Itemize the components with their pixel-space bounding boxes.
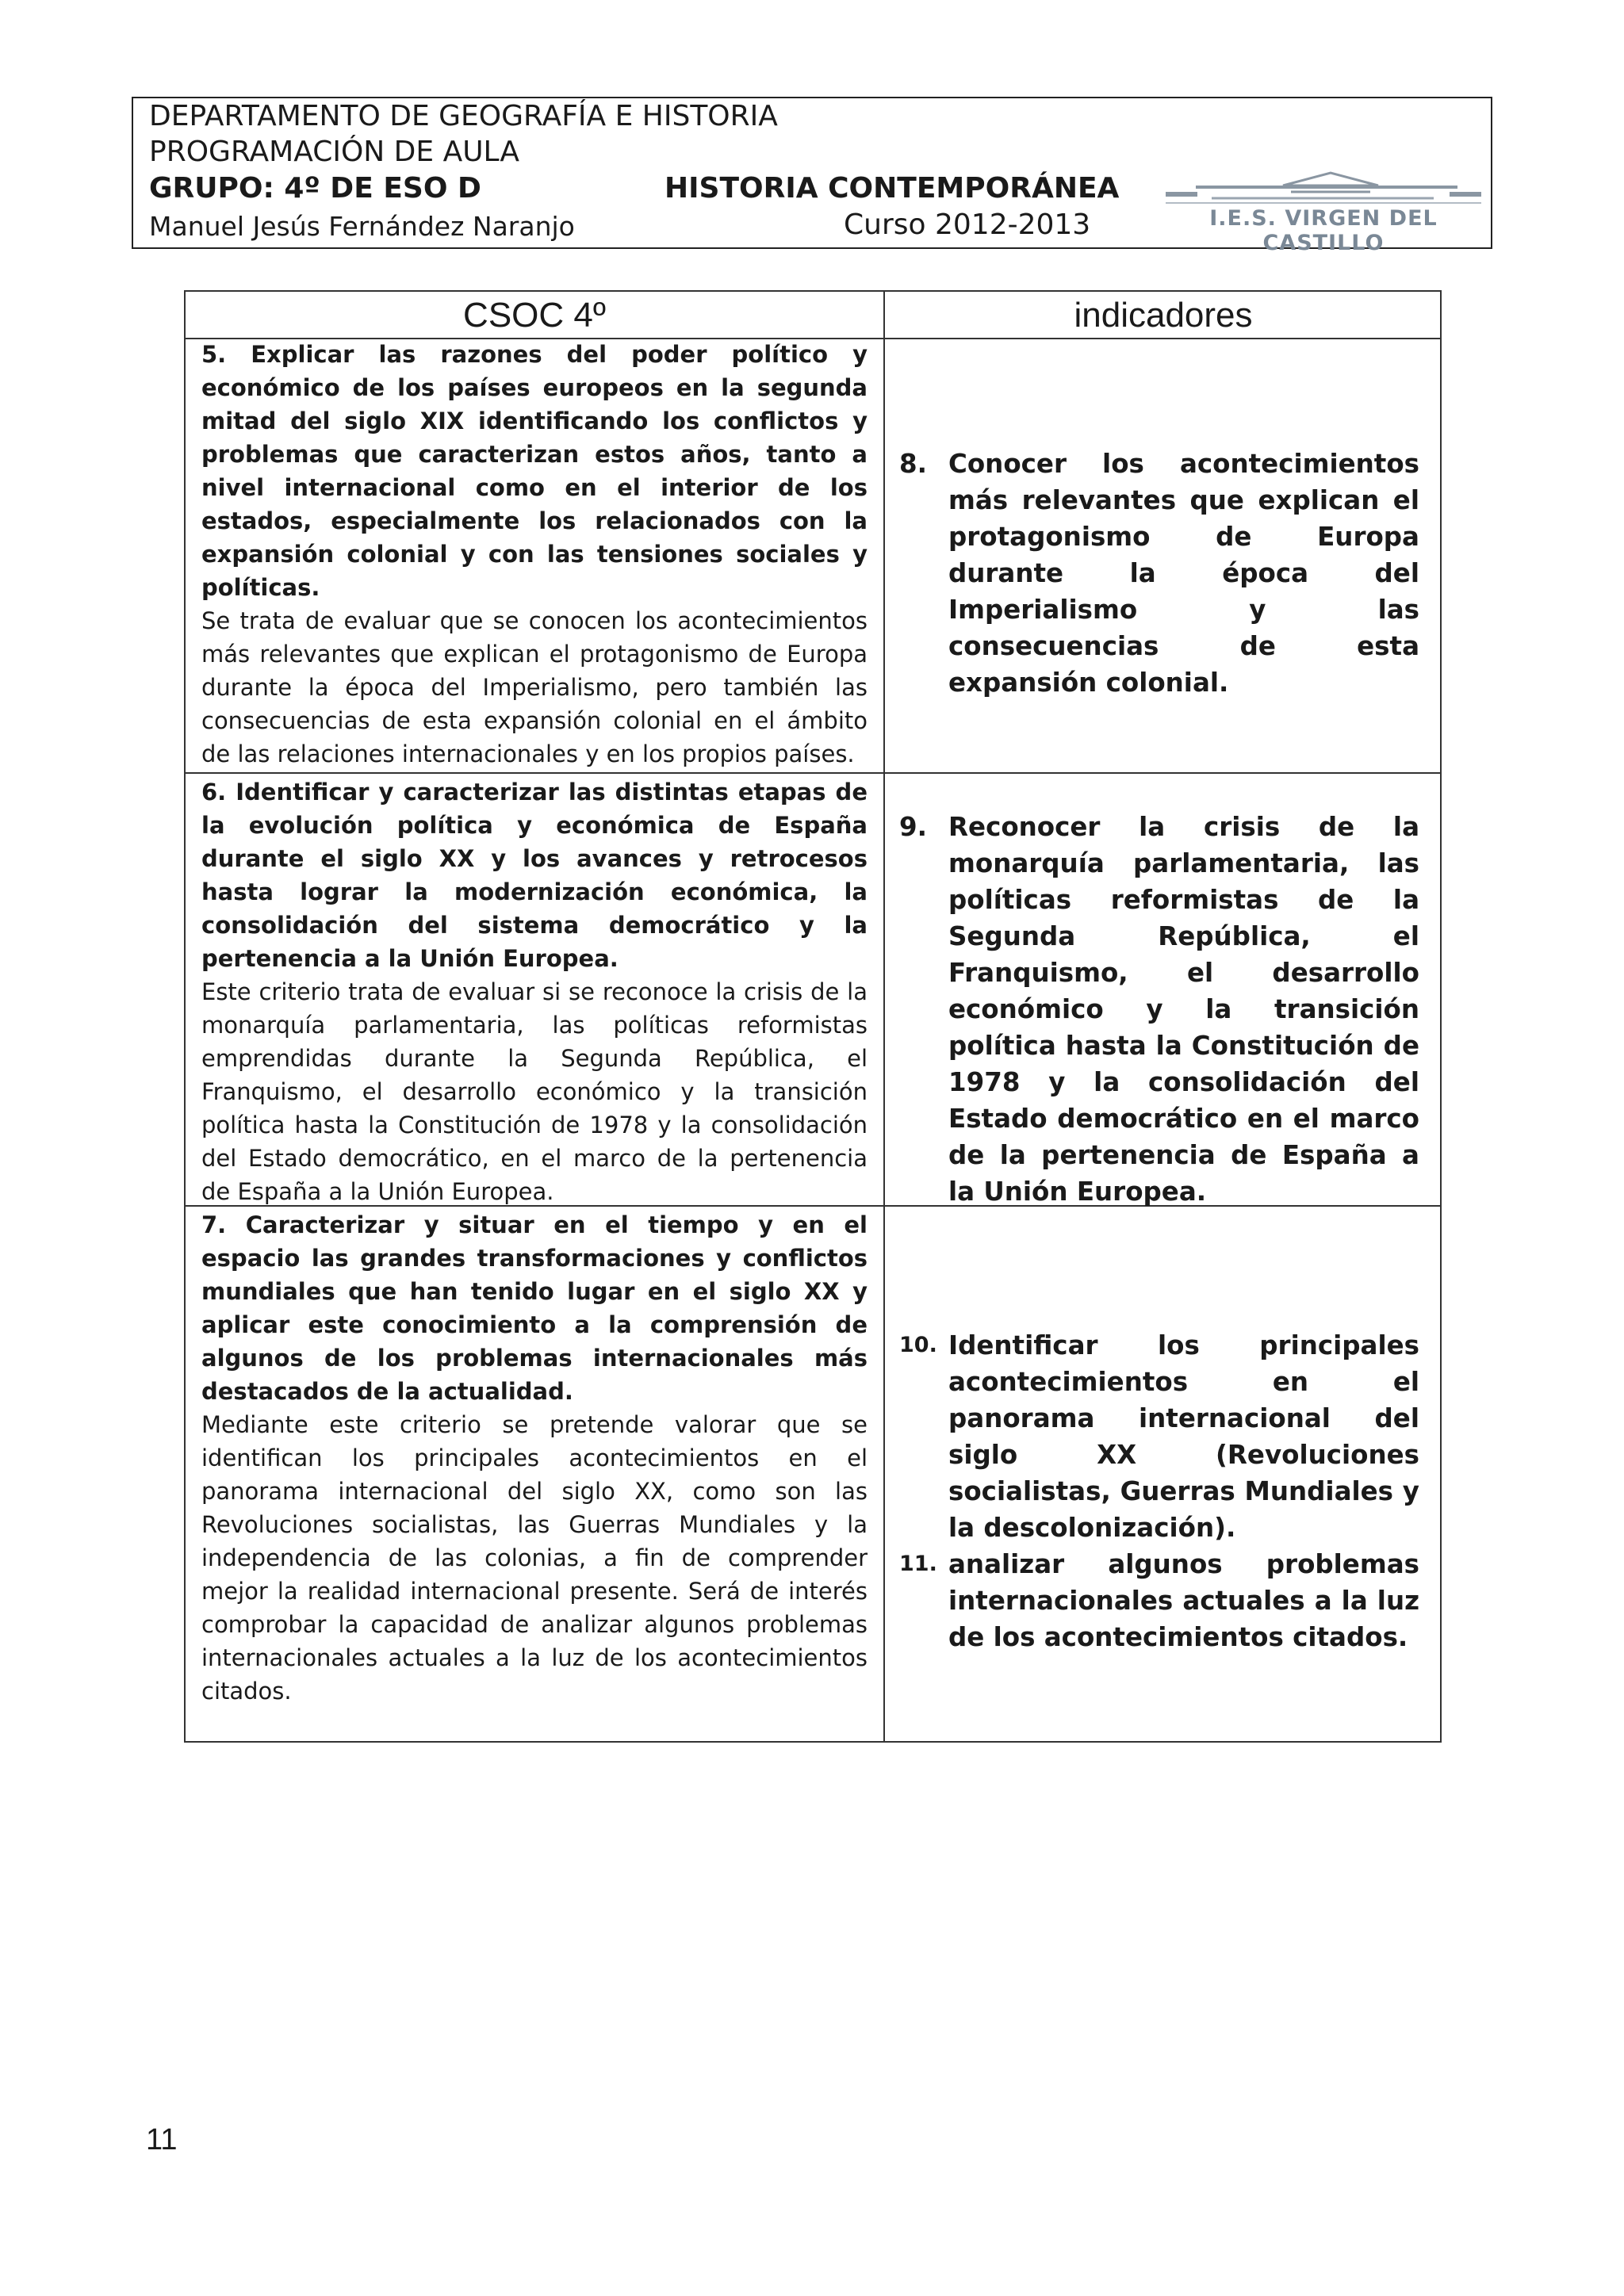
indicators-cell	[899, 1327, 1419, 1655]
indicators-cell	[899, 446, 1419, 701]
column-divider	[883, 292, 885, 1741]
document-type: PROGRAMACIÓN DE AULA	[149, 136, 520, 168]
course-year: Curso 2012-2013	[844, 209, 1091, 241]
indicator-number: 9.	[899, 812, 927, 842]
indicator-text: Reconocer la crisis de la monarquía parlamentaria, las políticas reformistas de la Segunda República, el Franquismo, el desarrollo económico y la transición política hasta la Constitución de 1978 y la consolidación del Estado democrático en el marco de la pertenencia de España a la Unión Europea.	[948, 812, 1419, 1207]
indicator-item	[899, 809, 1419, 1210]
school-building-icon	[1164, 168, 1483, 208]
indicators-cell	[899, 809, 1419, 1210]
indicator-number: 8.	[899, 449, 927, 479]
indicator-number: 10.	[899, 1333, 937, 1357]
teacher-name: Manuel Jesús Fernández Naranjo	[149, 211, 575, 242]
criterion-cell	[201, 338, 868, 771]
group-label: GRUPO: 4º DE ESO D	[149, 172, 481, 205]
criterion-title: 5. Explicar las razones del poder político y económico de los países europeos en la segunda mitad del siglo XIX identificando los conflictos y problemas que caracterizan estos años, tanto a nivel internacional como en el interior de los estados, especialmente los relacionados con la expansión colonial y con las tensiones sociales y políticas.	[201, 341, 868, 601]
school-logo-text: I.E.S. VIRGEN DEL CASTILLO	[1209, 206, 1438, 255]
indicator-text: Identificar los principales acontecimientos en el panorama internacional del siglo XX (Revoluciones socialistas, Guerras Mundiales y la descolonización).	[948, 1330, 1419, 1543]
criterion-description: Se trata de evaluar que se conocen los acontecimientos más relevantes que explican el protagonismo de Europa durante la época del Imperialismo, pero también las consecuencias de esta expansión colonial en el ámbito de las relaciones internacionales y en los propios países.	[201, 607, 868, 767]
criterion-title: 6. Identificar y caracterizar las distintas etapas de la evolución política y económica de España durante el siglo XX y los avances y retrocesos hasta lograr la modernización económica, la consolidación del sistema democrático y la pertenencia a la Unión Europea.	[201, 779, 868, 972]
school-logo	[1164, 168, 1483, 255]
indicator-number: 11.	[899, 1552, 937, 1576]
column-header-csoc: CSOC 4º	[463, 296, 606, 335]
column-header-indicators: indicadores	[1074, 296, 1253, 335]
indicator-text: analizar algunos problemas internacionales actuales a la luz de los acontecimientos citados.	[948, 1549, 1419, 1652]
department-name: DEPARTAMENTO DE GEOGRAFÍA E HISTORIA	[149, 100, 778, 132]
indicator-item	[899, 1327, 1419, 1546]
document-header	[132, 97, 1492, 255]
row-divider	[186, 772, 1440, 774]
indicator-item	[899, 1546, 1419, 1655]
criterion-title: 7. Caracterizar y situar en el tiempo y en el espacio las grandes transformaciones y conflictos mundiales que han tenido lugar en el siglo XX y aplicar este conocimiento a la comprensión de algunos de los problemas internacionales más destacados de la actualidad.	[201, 1211, 868, 1405]
criterion-description: Mediante este criterio se pretende valorar que se identifican los principales acontecimientos en el panorama internacional del siglo XX, como son las Revoluciones socialistas, las Guerras Mundiales y la independencia de las colonias, a fin de comprender mejor la realidad internacional presente. Será de interés comprobar la capacidad de analizar algunos problemas internacionales actuales a la luz de los acontecimientos citados.	[201, 1411, 868, 1705]
criterion-description: Este criterio trata de evaluar si se reconoce la crisis de la monarquía parlamentaria, las políticas reformistas emprendidas durante la Segunda República, el Franquismo, el desarrollo económico y la transición política hasta la Constitución de 1978 y la consolidación del Estado democrático, en el marco de la pertenencia de España a la Unión Europea.	[201, 978, 868, 1205]
subject-title: HISTORIA CONTEMPORÁNEA	[665, 172, 1120, 205]
criterion-cell	[201, 775, 868, 1208]
criterion-cell	[201, 1208, 868, 1708]
indicator-item	[899, 446, 1419, 701]
page-number: 11	[146, 2123, 178, 2156]
indicator-text: Conocer los acontecimientos más relevantes que explican el protagonismo de Europa durante la época del Imperialismo y las consecuencias de esta expansión colonial.	[948, 449, 1419, 698]
criteria-table	[184, 290, 1442, 1743]
